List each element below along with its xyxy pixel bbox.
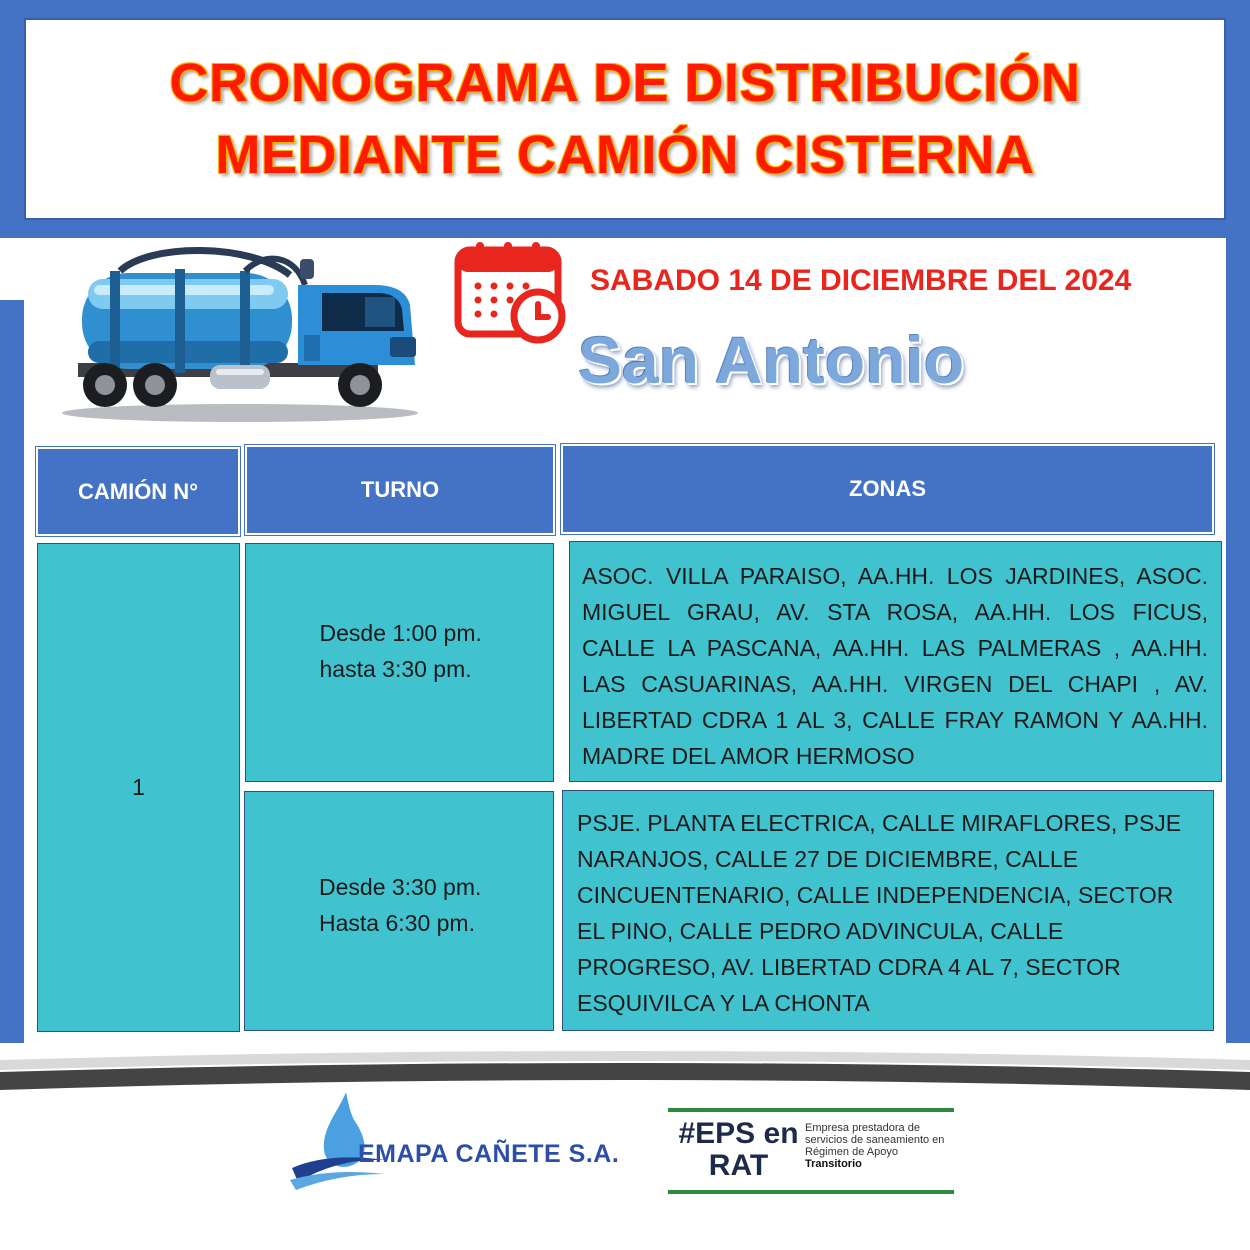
eps-description-bold: Transitorio — [805, 1158, 862, 1170]
turno-1-start: Desde 1:00 pm. — [319, 619, 482, 646]
schedule-date: SABADO 14 DE DICIEMBRE DEL 2024 — [590, 264, 1132, 297]
header-turno: TURNO — [245, 445, 555, 535]
turno-cell-2 — [244, 791, 554, 1031]
turno-1 — [320, 615, 540, 687]
turno-2-start: Desde 3:30 pm. — [319, 874, 482, 900]
zonas-cell-1 — [569, 541, 1222, 782]
zonas-2: PSJE. PLANTA ELECTRICA, CALLE MIRAFLORES, PSJE NARANJOS, CALLE 27 DE DICIEMBRE, CALLE CINCUENTENARIO, CALLE INDEPENDENCIA, SECTOR EL PINO, CALLE PEDRO ADVINCULA, CALLE PROGRESO, AV. LIBERTAD CDRA 4 AL 7, SECTOR ESQUIVILCA Y LA CHONTA — [577, 810, 1182, 1016]
zonas-1: ASOC. VILLA PARAISO, AA.HH. LOS JARDINES, ASOC. MIGUEL GRAU, AV. STA ROSA, AA.HH. LOS FICUS, CALLE LA PASCANA, AA.HH. LAS PALMERAS , AA.HH. LAS CASUARINAS, AA.HH. VIRGEN DEL CHAPI , AV. LIBERTAD CDRA 1 AL 3, CALLE FRAY RAMON Y AA.HH. MADRE DEL AMOR HERMOSO — [582, 563, 1208, 769]
tanker-truck-icon — [60, 245, 422, 425]
frame-left-stripe — [0, 300, 24, 1043]
eps-description-text: Empresa prestadora de servicios de saneamiento en Régimen de Apoyo — [805, 1122, 945, 1158]
calendar-clock-icon — [452, 240, 572, 344]
header-camion: CAMIÓN N° — [36, 447, 240, 536]
title-line-2: MEDIANTE CAMIÓN CISTERNA — [215, 125, 1035, 185]
eps-badge — [668, 1108, 954, 1194]
footer-wave — [0, 1040, 1250, 1100]
zonas-cell-2 — [562, 790, 1214, 1031]
title-banner — [24, 18, 1226, 220]
company-name: EMAPA CAÑETE S.A. — [358, 1140, 620, 1168]
camion-number: 1 — [132, 774, 145, 800]
eps-tag: #EPS en RAT — [678, 1117, 799, 1182]
frame-right-stripe — [1226, 228, 1250, 1043]
turno-cell-1 — [245, 543, 554, 782]
title-line-1: CRONOGRAMA DE DISTRIBUCIÓN — [169, 53, 1081, 113]
turno-2-end: Hasta 6:30 pm. — [319, 910, 475, 936]
header-zonas: ZONAS — [561, 444, 1214, 534]
turno-1-end: hasta 3:30 pm. — [319, 655, 472, 682]
district-name: San Antonio — [578, 323, 965, 397]
eps-description — [805, 1122, 955, 1170]
turno-2 — [319, 869, 539, 941]
camion-number-cell — [37, 543, 240, 1032]
